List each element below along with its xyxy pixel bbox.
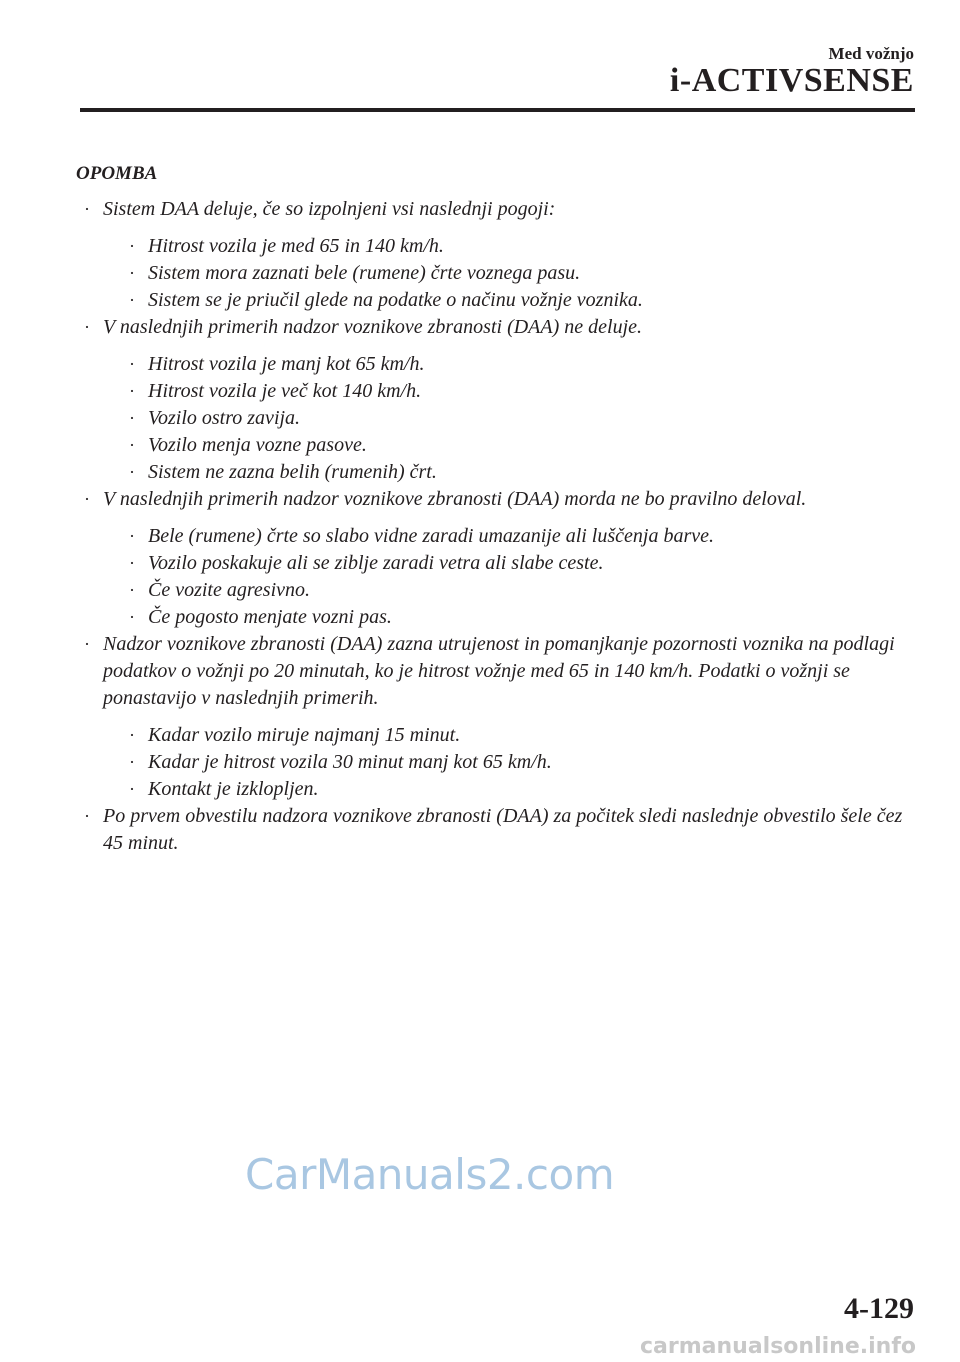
note-item-text: Sistem DAA deluje, če so izpolnjeni vsi naslednji pogoji: <box>103 198 556 220</box>
note-subitem-text: Če pogosto menjate vozni pas. <box>148 606 392 628</box>
bullet-icon: · <box>129 526 135 546</box>
note-block <box>76 160 916 857</box>
bullet-icon: · <box>129 381 135 401</box>
note-item <box>76 803 916 857</box>
note-item <box>76 631 916 803</box>
bullet-icon: · <box>129 263 135 283</box>
note-subitem-text: Kontakt je izklopljen. <box>148 778 319 800</box>
note-heading: OPOMBA <box>76 163 158 184</box>
bullet-icon: · <box>129 354 135 374</box>
note-item-text: Po prvem obvestilu nadzora voznikove zbranosti (DAA) za počitek sledi naslednje obvestilo šele čez 45 minut. <box>103 805 903 854</box>
note-subitem <box>103 604 916 631</box>
note-list <box>76 196 916 857</box>
note-subitem-text: Kadar je hitrost vozila 30 minut manj kot 65 km/h. <box>148 751 552 773</box>
section-name: Med vožnjo <box>828 44 914 63</box>
note-sublist <box>103 523 916 631</box>
note-subitem <box>103 523 916 550</box>
note-subitem <box>103 287 916 314</box>
note-subitem-text: Sistem mora zaznati bele (rumene) črte voznega pasu. <box>148 262 581 284</box>
header-divider <box>80 108 915 112</box>
note-subitem <box>103 378 916 405</box>
note-subitem <box>103 432 916 459</box>
watermark-logo: CarManuals2.com <box>245 1150 615 1199</box>
bullet-icon: · <box>84 634 90 654</box>
chapter-title: i-ACTIVSENSE <box>669 62 914 99</box>
note-subitem <box>103 577 916 604</box>
note-subitem-text: Kadar vozilo miruje najmanj 15 minut. <box>148 724 461 746</box>
note-subitem-text: Če vozite agresivno. <box>148 579 311 601</box>
bullet-icon: · <box>84 806 90 826</box>
bullet-icon: · <box>129 553 135 573</box>
note-subitem-text: Hitrost vozila je manj kot 65 km/h. <box>148 353 425 375</box>
note-item <box>76 486 916 631</box>
note-subitem-text: Sistem se je priučil glede na podatke o načinu vožnje voznika. <box>148 289 643 311</box>
bullet-icon: · <box>84 199 90 219</box>
bullet-icon: · <box>129 580 135 600</box>
note-subitem <box>103 749 916 776</box>
bullet-icon: · <box>129 779 135 799</box>
note-sublist <box>103 233 916 314</box>
note-subitem <box>103 233 916 260</box>
note-subitem-text: Vozilo ostro zavija. <box>148 407 301 429</box>
bullet-icon: · <box>129 725 135 745</box>
note-subitem-text: Vozilo poskakuje ali se ziblje zaradi vetra ali slabe ceste. <box>148 552 604 574</box>
bullet-icon: · <box>129 607 135 627</box>
note-item-text: V naslednjih primerih nadzor voznikove zbranosti (DAA) morda ne bo pravilno deloval. <box>103 488 807 510</box>
note-item <box>76 196 916 314</box>
bullet-icon: · <box>129 462 135 482</box>
bullet-icon: · <box>129 236 135 256</box>
note-subitem <box>103 722 916 749</box>
note-item <box>76 314 916 486</box>
note-item-text: Nadzor voznikove zbranosti (DAA) zazna utrujenost in pomanjkanje pozornosti voznika na podlagi podatkov o vožnji po 20 minutah, ko je hitrost vožnje med 65 in 140 km/h. Podatki o vožnji se ponastavijo v naslednjih primerih. <box>103 633 895 709</box>
note-subitem <box>103 459 916 486</box>
note-subitem-text: Sistem ne zazna belih (rumenih) črt. <box>148 461 437 483</box>
bullet-icon: · <box>84 489 90 509</box>
note-item-text: V naslednjih primerih nadzor voznikove zbranosti (DAA) ne deluje. <box>103 316 643 338</box>
note-sublist <box>103 351 916 486</box>
note-subitem-text: Hitrost vozila je med 65 in 140 km/h. <box>148 235 444 257</box>
bullet-icon: · <box>84 317 90 337</box>
bullet-icon: · <box>129 408 135 428</box>
note-subitem <box>103 550 916 577</box>
bullet-icon: · <box>129 752 135 772</box>
note-subitem <box>103 260 916 287</box>
page-number: 4-129 <box>844 1292 914 1325</box>
note-subitem-text: Hitrost vozila je več kot 140 km/h. <box>148 380 422 402</box>
note-subitem <box>103 405 916 432</box>
note-subitem <box>103 776 916 803</box>
note-sublist <box>103 722 916 803</box>
footer-url: carmanualsonline.info <box>640 1334 916 1359</box>
bullet-icon: · <box>129 435 135 455</box>
note-subitem-text: Bele (rumene) črte so slabo vidne zaradi umazanije ali luščenja barve. <box>148 525 714 547</box>
note-subitem-text: Vozilo menja vozne pasove. <box>148 434 367 456</box>
note-subitem <box>103 351 916 378</box>
bullet-icon: · <box>129 290 135 310</box>
